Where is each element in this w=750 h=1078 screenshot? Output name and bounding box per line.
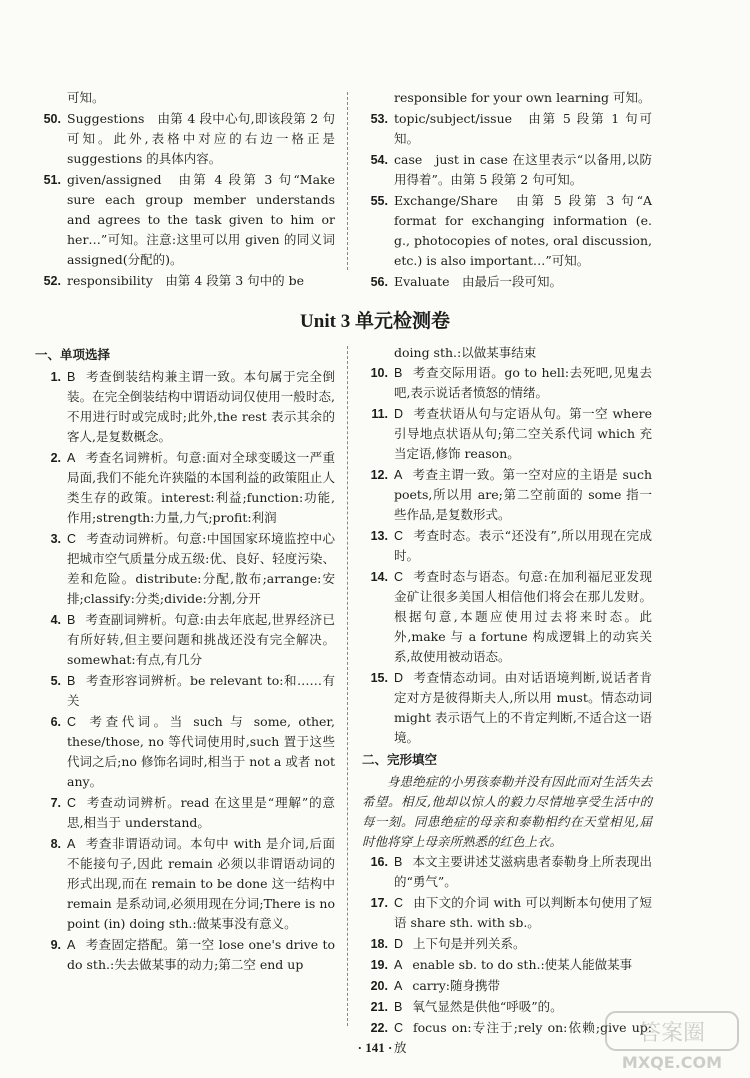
explanation-text: 考查时态。表示“还没有”,所以用现在完成时。: [394, 528, 652, 563]
answer-item: [362, 88, 652, 108]
item-body: [394, 404, 652, 464]
item-number: 54.: [370, 153, 388, 167]
explanation-text: 考查情态动词。由对话语境判断,说话者肯定对方是彼得斯夫人,所以用 must。情态动词 might 表示语气上的不肯定判断,不适合这一语境。: [394, 670, 652, 745]
item-body: [394, 109, 652, 149]
answer-item: [35, 935, 335, 975]
explanation-text: 氧气显然是供他“呼吸”的。: [412, 999, 563, 1014]
main-right-column: [362, 343, 652, 1059]
explanation-text: 考查状语从句与定语从句。第一空 where 引导地点状语从句;第二空关系代词 which 充当定语,修饰 reason。: [394, 406, 652, 461]
answer-letter: A: [67, 837, 76, 851]
answer-item: [362, 668, 652, 748]
watermark-text: 答案圈: [638, 1021, 706, 1046]
answer-item: [35, 529, 335, 609]
item-number: 5.: [50, 674, 61, 688]
item-number: 22.: [370, 1021, 388, 1035]
explanation-text: 考查主谓一致。第一空对应的主语是 such poets,所以用 are;第二空前面的 some 指一些作品,是复数形式。: [394, 467, 652, 522]
answer-letter: A: [394, 958, 403, 972]
answer-letter: C: [67, 796, 77, 810]
item-body: [67, 610, 335, 670]
explanation-text: given/assigned 由第 4 段第 3 句“Make sure each group member understands and agrees to the task given to him or her…”可知。注意:这里可以用 given 的同义词 assigned(分配的)。: [67, 172, 335, 267]
explanation-text: 上下句是并列关系。: [413, 936, 526, 951]
answer-item: [35, 834, 335, 934]
answer-item: [35, 88, 335, 108]
answer-item: [362, 955, 652, 975]
explanation-text: 考查动词辨析。read 在这里是“理解”的意思,相当于 understand。: [67, 795, 335, 830]
answer-item: [362, 976, 652, 996]
item-body: [394, 668, 652, 748]
answer-letter: B: [394, 1000, 403, 1014]
explanation-text: case just in case 在这里表示“以备用,以防用得着”。由第 5 段第 2 句可知。: [394, 152, 652, 187]
item-body: [394, 852, 652, 892]
watermark-logo: [602, 1008, 742, 1072]
item-body: [394, 526, 652, 566]
item-body: [67, 671, 335, 711]
item-number: 53.: [370, 112, 388, 126]
item-body: [394, 893, 652, 933]
item-body: [67, 88, 335, 108]
item-number: 3.: [50, 532, 61, 546]
item-body: [394, 465, 652, 525]
answer-item: [362, 363, 652, 403]
item-number: 1.: [50, 370, 61, 384]
section-heading-single-choice: 一、单项选择: [35, 347, 111, 362]
answer-item: [362, 272, 652, 292]
item-number: 50.: [43, 112, 61, 126]
item-number: 13.: [370, 529, 388, 543]
item-number: 6.: [50, 715, 61, 729]
item-body: [67, 170, 335, 270]
item-body: [394, 88, 652, 108]
watermark-url: MXQE.COM: [621, 1053, 723, 1072]
column-divider-top: [347, 92, 348, 270]
explanation-text: 本文主要讲述艾滋病患者泰勒身上所表现出的“勇气”。: [394, 854, 652, 889]
explanation-text: Evaluate 由最后一段可知。: [394, 274, 563, 289]
item-body: [67, 448, 335, 528]
explanation-text: responsibility 由第 4 段第 3 句中的 be: [67, 273, 305, 288]
explanation-text: 考查非谓语动词。本句中 with 是介词,后面不能接句子,因此 remain 必须以非谓语动词的形式出现,而在 remain to be done 这一结构中 remain 是系动词,必须用现在分词;There is no point (in) doing sth.:做某事没有意义。: [67, 836, 335, 931]
answer-item: [35, 109, 335, 169]
explanation-text: 考查动词辨析。句意:中国国家环境监控中心把城市空气质量分成五级:优、良好、轻度污染、差和危险。distribute:分配,散布;arrange:安排;classify:分类;divide:分割,分开: [67, 531, 335, 606]
item-number: 14.: [370, 570, 388, 584]
item-number: 56.: [370, 275, 388, 289]
answer-item: [362, 852, 652, 892]
item-number: 21.: [370, 1000, 388, 1014]
explanation-text: 考查代词。当 such 与 some, other, these/those, no 等代词使用时,such 置于这些代词之后;no 修饰名词时,相当于 not a 或者 not any。: [67, 714, 335, 789]
item-body: [67, 712, 335, 792]
column-divider-main: [347, 346, 348, 1026]
item-body: [67, 529, 335, 609]
section-heading-cloze: 二、完形填空: [362, 752, 438, 767]
item-body: [394, 272, 652, 292]
explanation-text: 考查形容词辨析。be relevant to:和……有关: [67, 673, 335, 708]
answer-letter: C: [394, 896, 404, 910]
answer-item: [362, 934, 652, 954]
explanation-text: 由下文的介词 with 可以判断本句使用了短语 share sth. with sb.。: [394, 895, 652, 930]
explanation-text: responsible for your own learning 可知。: [394, 90, 651, 105]
answer-item: [362, 109, 652, 149]
answer-item: [362, 465, 652, 525]
explanation-text: Exchange/Share 由第 5 段第 3 句“A format for exchanging information (e. g., photocopies of notes, oral discussion, etc.) is also important…”可知。: [394, 193, 652, 268]
answer-letter: A: [394, 468, 403, 482]
explanation-text: 考查时态与语态。句意:在加利福尼亚发现金矿让很多美国人相信他们将会在那儿发财。根据句意,本题应使用过去将来时态。此外,make 与 a fortune 构成逻辑上的动宾关系,故使用被动语态。: [394, 569, 652, 664]
item-number: 55.: [370, 194, 388, 208]
explanation-text: Suggestions 由第 4 段中心句,即该段第 2 句可知。此外,表格中对应的右边一格正是 suggestions 的具体内容。: [67, 111, 335, 166]
answer-item: [362, 191, 652, 271]
item-number: 20.: [370, 979, 388, 993]
unit-title: Unit 3 单元检测卷: [300, 311, 450, 332]
item-body: [67, 834, 335, 934]
item-body: [394, 567, 652, 667]
answer-letter: D: [394, 937, 404, 951]
answer-item: [35, 367, 335, 447]
explanation-text: enable sb. to do sth.:使某人能做某事: [412, 957, 633, 972]
item-body: [394, 363, 652, 403]
item-body: [394, 976, 652, 996]
answer-item: [35, 793, 335, 833]
explanation-text: 考查固定搭配。第一空 lose one's drive to do sth.:失去做某事的动力;第二空 end up: [67, 937, 335, 972]
answer-item: [35, 448, 335, 528]
item-body: [394, 150, 652, 190]
answer-letter: B: [394, 366, 403, 380]
item-number: 51.: [43, 173, 61, 187]
answer-letter: B: [67, 613, 76, 627]
item-number: 11.: [371, 407, 388, 421]
answer-letter: D: [394, 407, 404, 421]
answer-letter: C: [394, 1021, 404, 1035]
answer-item: [362, 526, 652, 566]
item-body: [394, 191, 652, 271]
explanation-text: 考查倒装结构兼主谓一致。本句属于完全倒装。在完全倒装结构中谓语动词仅使用一般时态,不用进行时或完成时;此外,the rest 表示其余的客人,是复数概念。: [67, 369, 335, 444]
explanation-text: 考查交际用语。go to hell:去死吧,见鬼去吧,表示说话者愤怒的情绪。: [394, 365, 652, 400]
item-number: 4.: [50, 613, 61, 627]
answer-item: [362, 404, 652, 464]
item-number: 19.: [370, 958, 388, 972]
answer-letter: C: [394, 570, 404, 584]
explanation-text: focus on:专注于;rely on:依赖;give up:放: [394, 1020, 652, 1055]
answer-letter: C: [67, 715, 77, 729]
item-body: [67, 109, 335, 169]
item-number: 17.: [370, 896, 388, 910]
continuation-text: doing sth.:以做某事结束: [394, 345, 537, 360]
explanation-text: carry:随身携带: [412, 978, 501, 993]
main-left-column: [35, 343, 335, 976]
item-number: 9.: [50, 938, 61, 952]
answer-letter: A: [394, 979, 403, 993]
answer-letter: C: [394, 529, 404, 543]
page-number: · 141 ·: [357, 1040, 393, 1055]
cloze-intro: 身患绝症的小男孩泰勒并没有因此而对生活失去希望。相反,他却以惊人的毅力尽情地享受生活中的每一刻。同患绝症的母亲和泰勒相约在天堂相见,届时他将穿上母亲所熟悉的红色上衣。: [362, 774, 652, 849]
answer-letter: B: [67, 370, 76, 384]
answer-item: [35, 712, 335, 792]
item-body: [67, 935, 335, 975]
item-body: [394, 955, 652, 975]
explanation-text: topic/subject/issue 由第 5 段第 1 句可知。: [394, 111, 652, 146]
item-number: 8.: [50, 837, 61, 851]
answer-item: [362, 567, 652, 667]
item-number: [35, 88, 67, 108]
answer-letter: A: [67, 451, 76, 465]
answer-item: [35, 170, 335, 270]
item-body: [67, 793, 335, 833]
explanation-text: 考查副词辨析。句意:由去年底起,世界经济已有所好转,但主要问题和挑战还没有完全解决。somewhat:有点,有几分: [67, 612, 335, 667]
top-right-column: [362, 88, 652, 293]
item-number: 12.: [370, 468, 388, 482]
item-number: 10.: [370, 366, 388, 380]
item-number: 16.: [370, 855, 388, 869]
answer-letter: B: [67, 674, 76, 688]
answer-item: [362, 893, 652, 933]
item-body: [67, 271, 335, 291]
item-number: 18.: [370, 937, 388, 951]
answer-letter: A: [67, 938, 76, 952]
answer-letter: D: [394, 671, 404, 685]
item-number: 52.: [43, 274, 61, 288]
answer-letter: C: [67, 532, 77, 546]
answer-item: [362, 150, 652, 190]
item-body: [67, 367, 335, 447]
explanation-text: 考查名词辨析。句意:面对全球变暖这一严重局面,我们不能允许狭隘的本国利益的政策阻止人类生存的政策。interest:利益;function:功能,作用;strength:力量,力气;profit:利润: [67, 450, 335, 525]
item-number: 7.: [50, 796, 61, 810]
top-left-column: [35, 88, 335, 292]
answer-letter: B: [394, 855, 403, 869]
answer-item: [35, 671, 335, 711]
item-number: [362, 88, 394, 108]
item-number: 15.: [370, 671, 388, 685]
item-number: 2.: [50, 451, 61, 465]
explanation-text: 可知。: [67, 90, 105, 105]
answer-item: [35, 610, 335, 670]
item-body: [394, 934, 652, 954]
answer-item: [35, 271, 335, 291]
